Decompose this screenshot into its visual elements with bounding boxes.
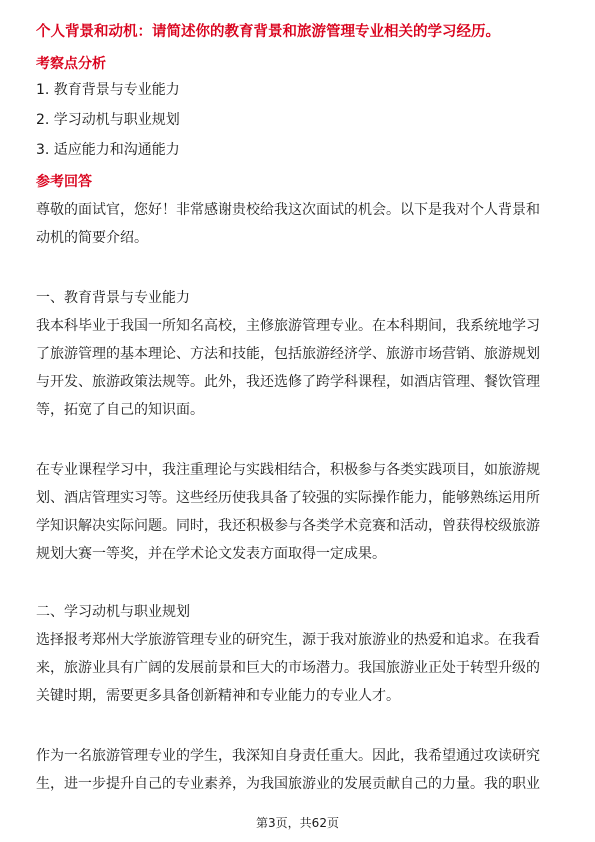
paragraph-line: 来，旅游业具有广阔的发展前景和巨大的市场潜力。我国旅游业正处于转型升级的 [36, 660, 540, 676]
paragraph-line: 生，进一步提升自己的专业素养，为我国旅游业的发展贡献自己的力量。我的职业 [36, 776, 540, 792]
analysis-point: 3. 适应能力和沟通能力 [36, 142, 180, 158]
paragraph-line: 学知识解决实际问题。同时，我还积极参与各类学术竞赛和活动，曾获得校级旅游 [36, 518, 540, 534]
question-title: 个人背景和动机：请简述你的教育背景和旅游管理专业相关的学习经历。 [36, 24, 500, 40]
analysis-point: 1. 教育背景与专业能力 [36, 82, 180, 98]
paragraph-line: 划、酒店管理实习等。这些经历使我具备了较强的实际操作能力，能够熟练运用所 [36, 490, 540, 506]
section-heading: 二、学习动机与职业规划 [36, 604, 190, 620]
paragraph-line: 关键时期，需要更多具备创新精神和专业能力的专业人才。 [36, 688, 400, 704]
paragraph-line: 我本科毕业于我国一所知名高校，主修旅游管理专业。在本科期间，我系统地学习 [36, 318, 540, 334]
paragraph-line: 作为一名旅游管理专业的学生，我深知自身责任重大。因此，我希望通过攻读研究 [36, 748, 540, 764]
analysis-point: 2. 学习动机与职业规划 [36, 112, 180, 128]
paragraph-line: 规划大赛一等奖，并在学术论文发表方面取得一定成果。 [36, 546, 386, 562]
paragraph-line: 与开发、旅游政策法规等。此外，我还选修了跨学科课程，如酒店管理、餐饮管理 [36, 374, 540, 390]
answer-heading: 参考回答 [36, 174, 92, 190]
paragraph-line: 等，拓宽了自己的知识面。 [36, 402, 204, 418]
page-number: 第3页，共62页 [256, 816, 339, 830]
section-heading: 一、教育背景与专业能力 [36, 290, 190, 306]
paragraph-line: 动机的简要介绍。 [36, 230, 148, 246]
analysis-heading: 考察点分析 [36, 56, 106, 72]
paragraph-line: 了旅游管理的基本理论、方法和技能，包括旅游经济学、旅游市场营销、旅游规划 [36, 346, 540, 362]
paragraph-line: 尊敬的面试官，您好！非常感谢贵校给我这次面试的机会。以下是我对个人背景和 [36, 202, 540, 218]
paragraph-line: 在专业课程学习中，我注重理论与实践相结合，积极参与各类实践项目，如旅游规 [36, 462, 540, 478]
paragraph-line: 选择报考郑州大学旅游管理专业的研究生，源于我对旅游业的热爱和追求。在我看 [36, 632, 540, 648]
